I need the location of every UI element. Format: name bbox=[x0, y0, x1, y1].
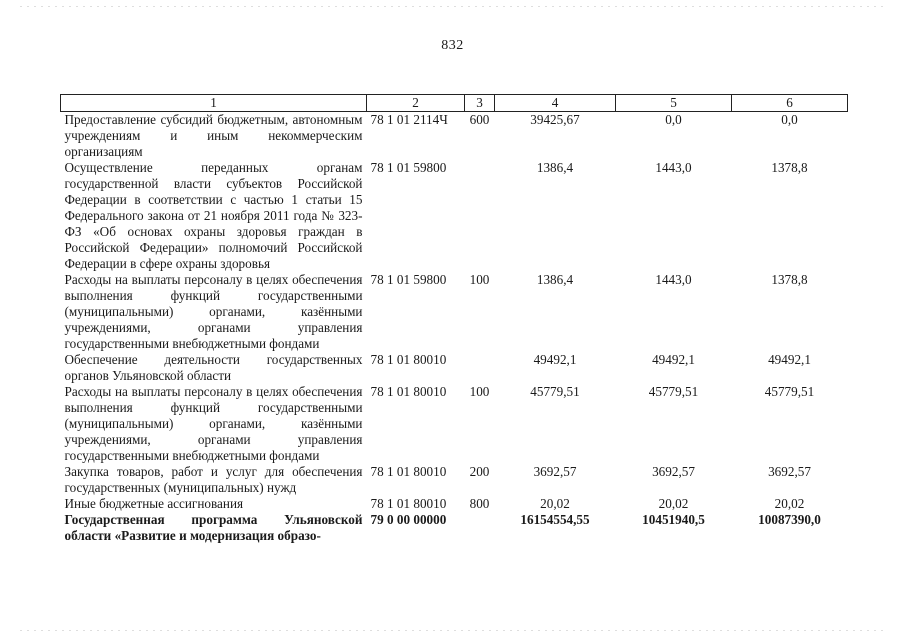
row-expense-type bbox=[465, 352, 495, 384]
row-expense-type: 200 bbox=[469, 464, 490, 479]
scan-artifact-bottom bbox=[20, 630, 885, 631]
row-target-article: 78 1 01 80010 bbox=[370, 384, 447, 399]
table-row bbox=[61, 384, 848, 464]
row-expense-type: 600 bbox=[469, 112, 490, 127]
row-amount-year-3: 49492,1 bbox=[768, 352, 811, 367]
row-name: Осуществление переданных органам государственной власти субъектов Российской Федерации в соответствии с частью 1 статьи 15 Федерального закона от 21 ноября 2011 года № 323-ФЗ «Об основах охраны здоровья граждан в Российской Федерации» полномочий Российской Федерации в сфере охраны здоровья bbox=[64, 160, 363, 271]
row-amount-year-3: 20,02 bbox=[774, 496, 805, 511]
header-col-4: 4 bbox=[495, 95, 616, 112]
table-row bbox=[61, 496, 848, 512]
row-name: Государственная программа Ульяновской области «Развитие и модернизация образо- bbox=[64, 512, 363, 543]
table-row bbox=[61, 112, 848, 161]
row-target-article: 78 1 01 80010 bbox=[370, 464, 447, 479]
row-name: Обеспечение деятельности государственных органов Ульяновской области bbox=[64, 352, 363, 383]
row-expense-type: 800 bbox=[469, 496, 490, 511]
row-target-article: 78 1 01 59800 bbox=[370, 160, 447, 175]
row-target-article: 78 1 01 2114Ч bbox=[370, 112, 448, 127]
row-amount-year-3: 1378,8 bbox=[771, 160, 808, 175]
row-amount-year-1: 1386,4 bbox=[536, 272, 574, 287]
row-expense-type: 100 bbox=[469, 384, 490, 399]
row-amount-year-2: 45779,51 bbox=[648, 384, 699, 399]
row-amount-year-1: 20,02 bbox=[540, 496, 570, 511]
row-amount-year-1: 3692,57 bbox=[533, 464, 577, 479]
row-amount-year-2: 0,0 bbox=[665, 112, 682, 127]
row-name: Расходы на выплаты персоналу в целях обеспечения выполнения функций государственными (муниципальными) органами, казёнными учреждениями, органами управления государственными внебюджетными фондами bbox=[64, 272, 363, 351]
row-amount-year-3: 3692,57 bbox=[768, 464, 811, 479]
header-col-5: 5 bbox=[616, 95, 732, 112]
row-expense-type bbox=[465, 512, 495, 544]
row-amount-year-1: 45779,51 bbox=[530, 384, 580, 399]
header-col-2: 2 bbox=[367, 95, 465, 112]
table-row bbox=[61, 464, 848, 496]
row-amount-year-2: 3692,57 bbox=[652, 464, 695, 479]
row-expense-type bbox=[465, 160, 495, 272]
header-row bbox=[61, 95, 848, 112]
row-amount-year-2: 1443,0 bbox=[655, 272, 692, 287]
budget-table bbox=[60, 94, 848, 544]
row-target-article: 78 1 01 80010 bbox=[370, 496, 447, 511]
scan-artifact-top bbox=[20, 6, 885, 7]
row-amount-year-2: 1443,0 bbox=[655, 160, 692, 175]
row-expense-type: 100 bbox=[469, 272, 490, 287]
row-amount-year-3: 0,0 bbox=[781, 112, 798, 127]
row-amount-year-1: 39425,67 bbox=[530, 112, 580, 127]
table-row bbox=[61, 272, 848, 352]
row-target-article: 78 1 01 59800 bbox=[370, 272, 447, 287]
row-name: Расходы на выплаты персоналу в целях обеспечения выполнения функций государственными (муниципальными) органами, казёнными учреждениями, органами управления государственными внебюджетными фондами bbox=[64, 384, 363, 463]
row-amount-year-3: 45779,51 bbox=[764, 384, 815, 399]
row-amount-year-2: 20,02 bbox=[658, 496, 689, 511]
header-col-3: 3 bbox=[465, 95, 495, 112]
row-target-article: 79 0 00 00000 bbox=[370, 512, 447, 527]
table-body bbox=[61, 112, 848, 545]
row-name: Иные бюджетные ассигнования bbox=[64, 496, 244, 511]
table-row bbox=[61, 352, 848, 384]
row-amount-year-2: 10451940,5 bbox=[642, 512, 705, 527]
row-amount-year-2: 49492,1 bbox=[652, 352, 695, 367]
header-col-1: 1 bbox=[61, 95, 367, 112]
row-amount-year-3: 1378,8 bbox=[771, 272, 808, 287]
row-target-article: 78 1 01 80010 bbox=[370, 352, 447, 367]
row-amount-year-1: 49492,1 bbox=[533, 352, 577, 367]
row-amount-year-3: 10087390,0 bbox=[758, 512, 821, 527]
table-row bbox=[61, 512, 848, 544]
row-amount-year-1: 16154554,55 bbox=[520, 512, 590, 527]
row-amount-year-1: 1386,4 bbox=[536, 160, 574, 175]
header-col-6: 6 bbox=[732, 95, 848, 112]
row-name: Закупка товаров, работ и услуг для обеспечения государственных (муниципальных) нужд bbox=[64, 464, 363, 495]
table-row bbox=[61, 160, 848, 272]
row-name: Предоставление субсидий бюджетным, автономным учреждениям и иным некоммерческим организациям bbox=[64, 112, 363, 159]
page-number: 832 bbox=[441, 38, 464, 53]
